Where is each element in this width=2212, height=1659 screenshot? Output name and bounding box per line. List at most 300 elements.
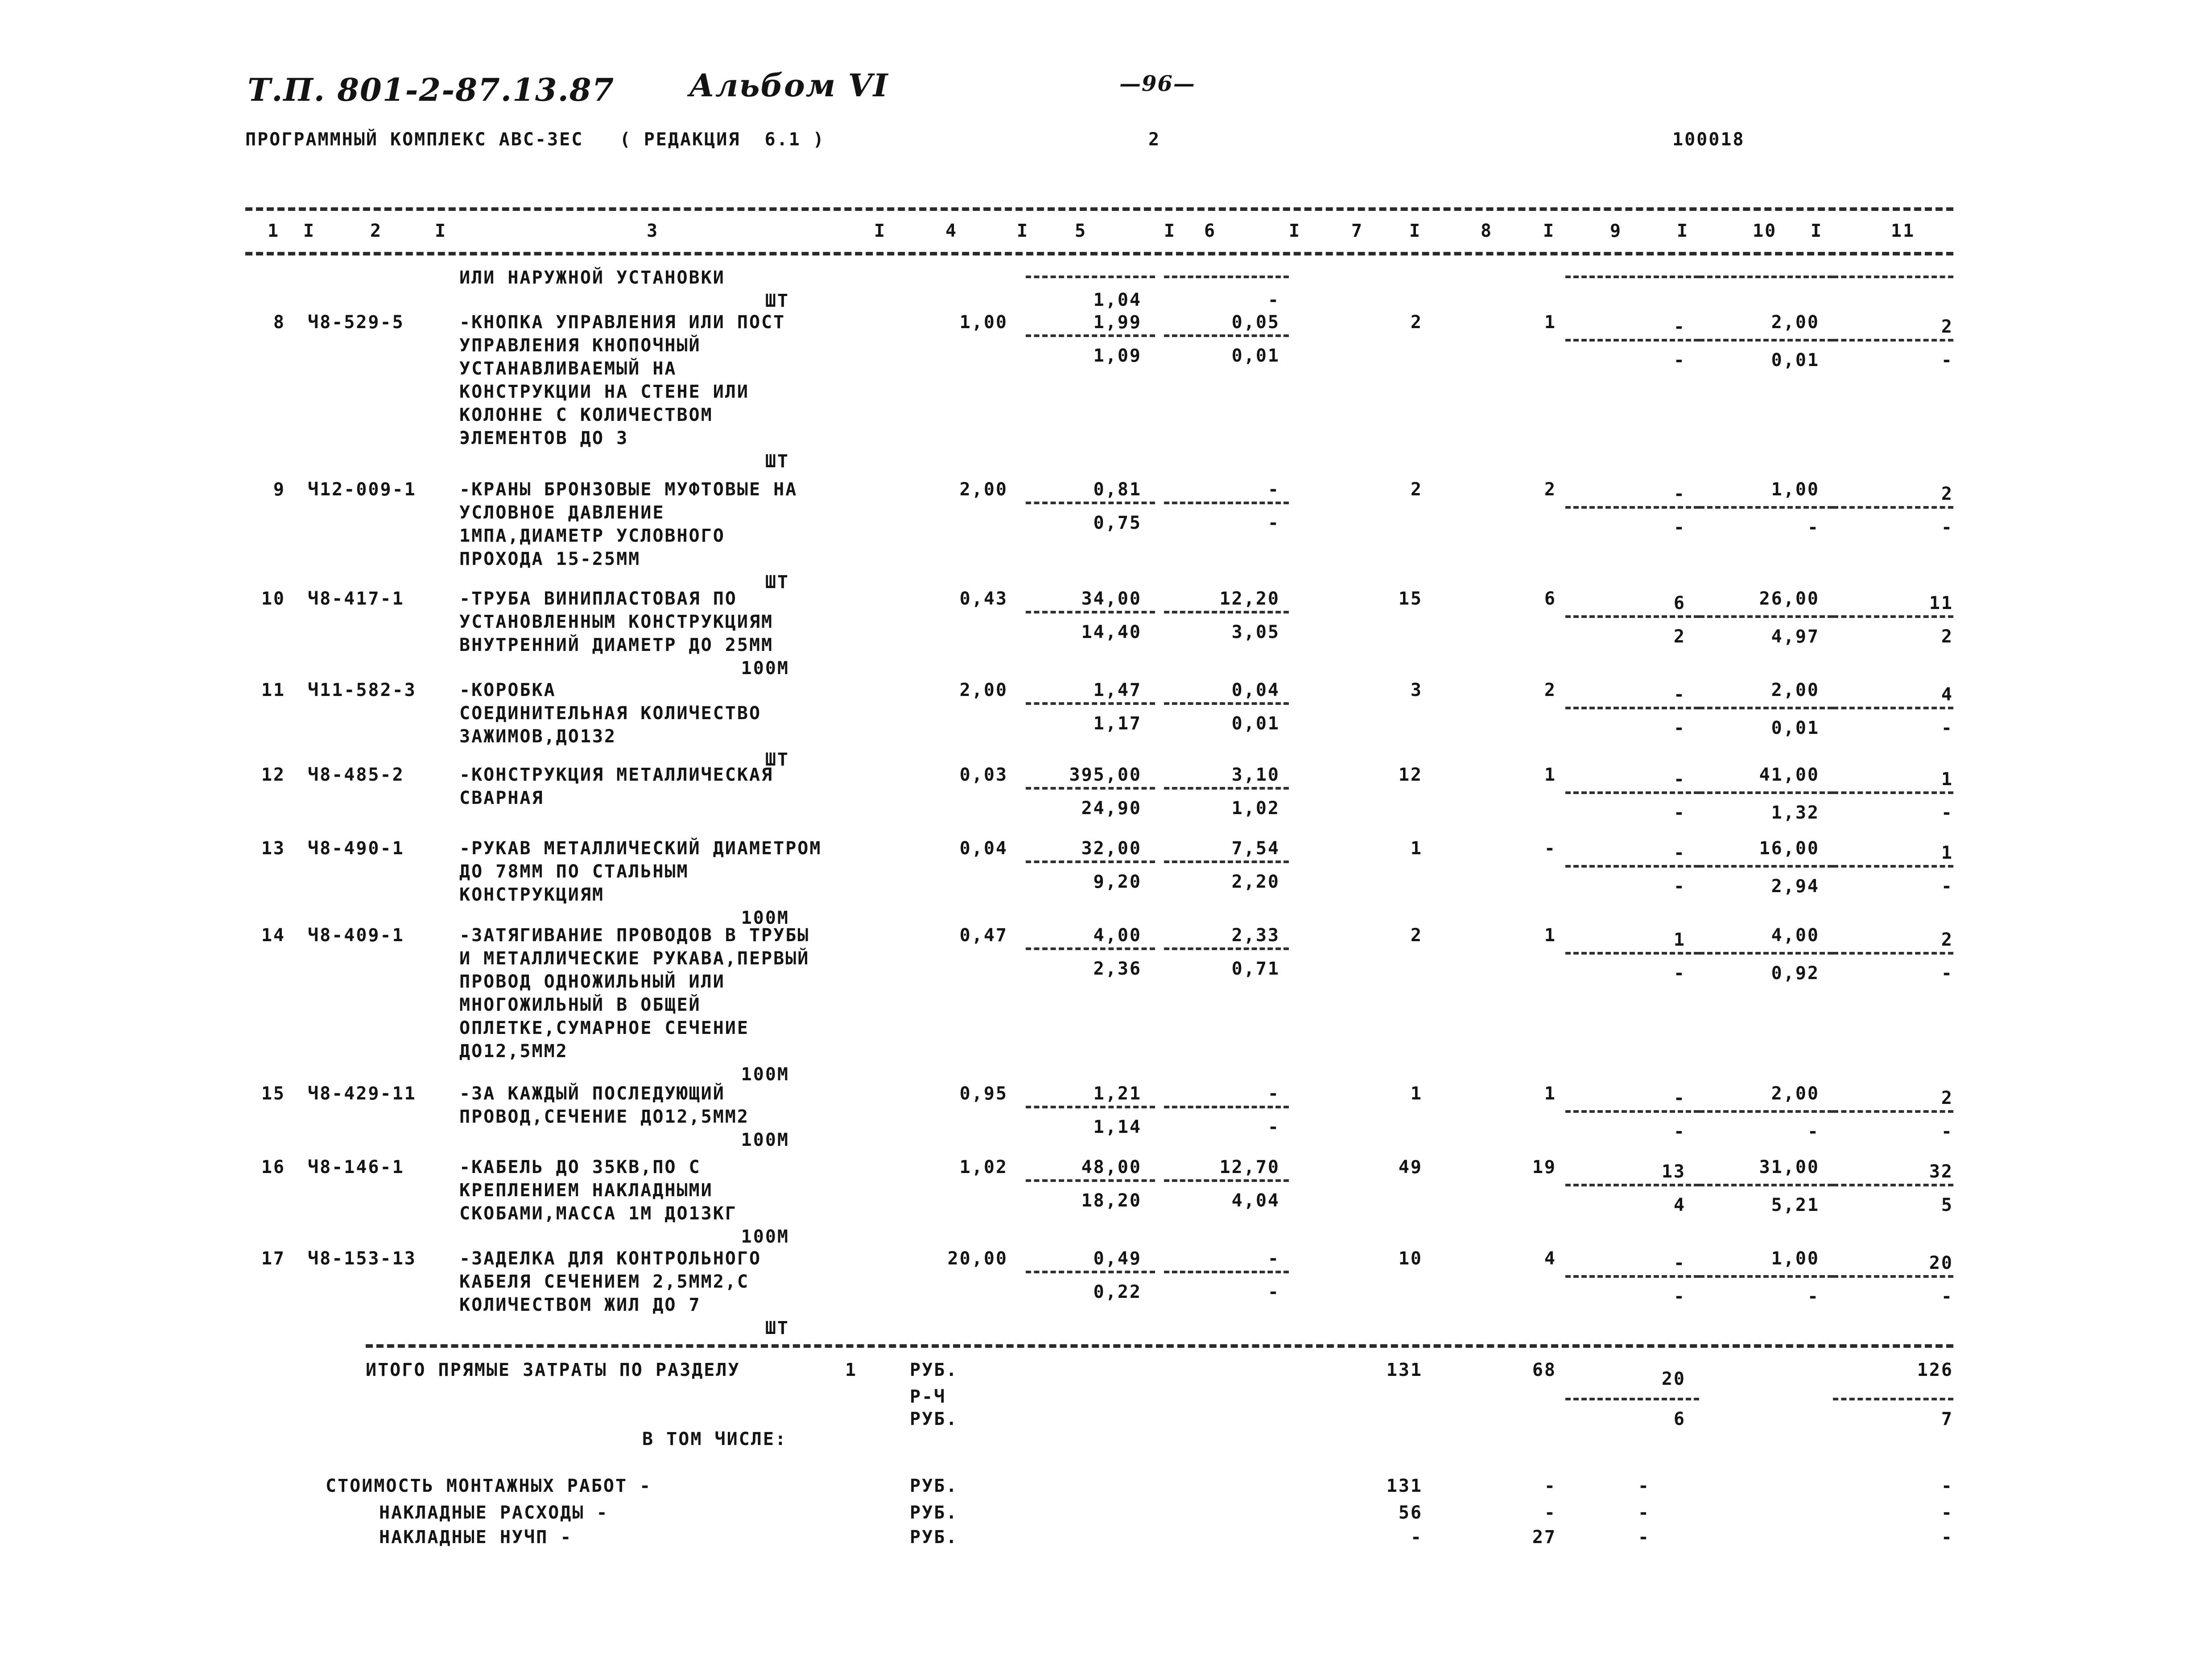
including-label: В ТОМ ЧИСЛЕ: (642, 1429, 787, 1449)
row-col5-lower: 0,22 (1093, 1282, 1142, 1302)
row-number: 16 (261, 1157, 285, 1177)
row-divider-col5 (1026, 276, 1155, 278)
row-unit: 100М (741, 1064, 789, 1085)
row-col10-upper: 41,00 (1759, 765, 1820, 785)
summary-label: НАКЛАДНЫЕ НУЧП - (379, 1527, 573, 1548)
row-divider-col9 (1565, 276, 1699, 278)
row-col9-upper: - (1673, 1088, 1686, 1108)
row-description-line: ДО 78ММ ПО СТАЛЬНЫМ (459, 861, 689, 882)
column-header-1: 1 (268, 221, 280, 241)
row-divider-col11 (1833, 615, 1953, 618)
row-description-line: СОЕДИНИТЕЛЬНАЯ КОЛИЧЕСТВО (459, 703, 762, 724)
row-unit: 100М (741, 1130, 789, 1150)
row-description-line: ПРОВОД,СЕЧЕНИЕ ДО12,5ММ2 (459, 1107, 749, 1127)
row-col5-upper: 395,00 (1069, 765, 1142, 785)
row-col5-lower: 1,14 (1093, 1117, 1142, 1137)
row-col6-upper: - (1267, 1083, 1280, 1104)
row-divider-col6 (1164, 276, 1289, 278)
doc-number: 100018 (1672, 129, 1745, 150)
row-divider-col5 (1026, 334, 1155, 337)
row-divider-col11 (1833, 707, 1953, 709)
row-number: 15 (261, 1083, 285, 1104)
row-divider-col9 (1565, 791, 1699, 794)
row-number: 13 (261, 838, 285, 859)
row-col6-lower: 4,04 (1231, 1190, 1280, 1211)
row-description-line: УСЛОВНОЕ ДАВЛЕНИЕ (459, 502, 665, 523)
row-divider-col11 (1833, 791, 1953, 794)
row-description-line: -КОНСТРУКЦИЯ МЕТАЛЛИЧЕСКАЯ (459, 765, 774, 785)
row-code: Ч8-485-2 (308, 765, 404, 785)
row-col4-quantity: 0,43 (959, 589, 1008, 609)
row-divider-col6 (1164, 947, 1289, 950)
row-divider-col5 (1026, 860, 1155, 863)
summary-label: НАКЛАДНЫЕ РАСХОДЫ - (379, 1503, 609, 1523)
row-divider-col10 (1699, 952, 1833, 955)
row-code: Ч8-529-5 (308, 312, 404, 333)
row-col4-quantity: 2,00 (959, 680, 1008, 700)
column-header-3: 3 (647, 221, 659, 241)
row-col10-lower: 0,01 (1771, 350, 1820, 370)
row-divider-col6 (1164, 787, 1289, 790)
totals-col9b: 6 (1673, 1409, 1686, 1429)
row-col6-lower: - (1267, 1282, 1280, 1302)
row-description-line: ПРОХОДА 15-25ММ (459, 549, 641, 569)
row-col6-lower: 3,05 (1231, 622, 1280, 642)
row-col7: 3 (1410, 680, 1423, 700)
row-col5-lower: 1,04 (1093, 290, 1142, 310)
row-col5-lower: 1,09 (1093, 346, 1142, 366)
summary-label: СТОИМОСТЬ МОНТАЖНЫХ РАБОТ - (326, 1476, 652, 1496)
row-col9-upper: - (1673, 484, 1686, 504)
row-col4-quantity: 2,00 (959, 479, 1008, 500)
row-unit: ШТ (765, 451, 789, 472)
row-col6-upper: 12,20 (1219, 589, 1280, 609)
row-divider-col5 (1026, 1271, 1155, 1273)
row-code: Ч8-409-1 (308, 925, 404, 946)
row-col10-upper: 4,00 (1771, 925, 1820, 946)
row-col6-upper: 0,04 (1231, 680, 1280, 700)
row-divider-col11 (1833, 1184, 1953, 1186)
column-header-10: 10 (1753, 221, 1777, 241)
row-description-line: КОЛОННЕ С КОЛИЧЕСТВОМ (459, 405, 713, 425)
summary-col9: - (1638, 1527, 1650, 1548)
summary-col8: - (1544, 1476, 1556, 1496)
column-separator: I (1017, 221, 1029, 241)
row-col10-upper: 16,00 (1759, 838, 1820, 859)
row-col9-upper: - (1673, 1253, 1686, 1273)
table-header-rule (245, 252, 1953, 255)
row-number: 8 (273, 312, 285, 333)
row-col5-lower: 2,36 (1093, 959, 1142, 979)
row-col10-upper: 31,00 (1759, 1157, 1820, 1177)
totals-rule (366, 1344, 1953, 1348)
row-code: Ч8-146-1 (308, 1157, 404, 1177)
column-header-9: 9 (1610, 221, 1622, 241)
row-col10-upper: 26,00 (1759, 589, 1820, 609)
row-col4-quantity: 0,03 (959, 765, 1008, 785)
row-divider-col6 (1164, 860, 1289, 863)
row-unit: ШТ (765, 749, 789, 770)
row-divider-col6 (1164, 334, 1289, 337)
row-col7: 2 (1410, 925, 1423, 946)
row-col8: 1 (1544, 1083, 1556, 1104)
column-separator: I (874, 221, 887, 241)
row-col5-upper: 1,21 (1093, 1083, 1142, 1104)
row-col9-lower: - (1673, 1121, 1686, 1142)
row-divider-col11 (1833, 1110, 1953, 1113)
row-description-line: ИЛИ НАРУЖНОЙ УСТАНОВКИ (459, 268, 725, 288)
row-col5-upper: 32,00 (1081, 838, 1142, 859)
row-col4-quantity: 1,00 (959, 312, 1008, 333)
column-header-4: 4 (945, 221, 958, 241)
row-col8: 19 (1532, 1157, 1556, 1177)
row-col6-upper: 0,05 (1231, 312, 1280, 333)
row-col11-lower: - (1941, 718, 1953, 738)
totals-col11a: 126 (1917, 1360, 1953, 1380)
row-col10-upper: 2,00 (1771, 312, 1820, 333)
row-divider-col10 (1699, 865, 1833, 868)
row-col5-upper: 34,00 (1081, 589, 1142, 609)
row-col11-upper: 1 (1941, 769, 1953, 790)
row-description-line: УПРАВЛЕНИЯ КНОПОЧНЫЙ (459, 335, 701, 356)
summary-col11: - (1941, 1503, 1953, 1523)
row-col8: 4 (1544, 1248, 1556, 1269)
row-col5-lower: 18,20 (1081, 1190, 1142, 1211)
row-col10-upper: 1,00 (1771, 1248, 1820, 1269)
row-col4-quantity: 1,02 (959, 1157, 1008, 1177)
row-divider-col9 (1565, 615, 1699, 618)
row-description-line: УСТАНОВЛЕННЫМ КОНСТРУКЦИЯМ (459, 612, 774, 632)
row-divider-col11 (1833, 865, 1953, 868)
row-col7: 2 (1410, 312, 1423, 333)
row-col9-upper: - (1673, 684, 1686, 705)
row-description-line: КОНСТРУКЦИИ НА СТЕНЕ ИЛИ (459, 382, 749, 402)
row-divider-col6 (1164, 1179, 1289, 1182)
row-col10-lower: 2,94 (1771, 876, 1820, 897)
row-col9-lower: - (1673, 803, 1686, 823)
row-number: 17 (261, 1248, 285, 1269)
row-divider-col10 (1699, 707, 1833, 709)
totals-label: ИТОГО ПРЯМЫЕ ЗАТРАТЫ ПО РАЗДЕЛУ (366, 1360, 740, 1380)
row-number: 14 (261, 925, 285, 946)
summary-col8: - (1544, 1503, 1556, 1523)
totals-unit-rub: РУБ. (910, 1360, 958, 1380)
row-unit: 100М (741, 908, 789, 928)
row-divider-col9 (1565, 865, 1699, 868)
row-col6-lower: - (1267, 513, 1280, 533)
row-col9-lower: - (1673, 876, 1686, 897)
row-col6-upper: - (1267, 1248, 1280, 1269)
row-col10-lower: 5,21 (1771, 1195, 1820, 1215)
row-description-line: КОЛИЧЕСТВОМ ЖИЛ ДО 7 (459, 1295, 701, 1315)
row-divider-col9 (1565, 707, 1699, 709)
row-col9-lower: - (1673, 963, 1686, 984)
row-col6-lower: 0,01 (1231, 713, 1280, 734)
row-divider-col10 (1699, 1275, 1833, 1278)
summary-col8: 27 (1532, 1527, 1556, 1548)
totals-unit-rub-2: РУБ. (910, 1409, 958, 1429)
row-description-line: СВАРНАЯ (459, 788, 544, 808)
row-number: 9 (273, 479, 285, 500)
row-description-line: ЭЛЕМЕНТОВ ДО 3 (459, 428, 629, 449)
row-col11-upper: 2 (1941, 1088, 1953, 1108)
summary-col9: - (1638, 1476, 1650, 1496)
totals-col8: 68 (1532, 1360, 1556, 1380)
row-divider-col5 (1026, 502, 1155, 504)
row-divider-col11 (1833, 1275, 1953, 1278)
row-col5-lower: 24,90 (1081, 798, 1142, 819)
row-col11-lower: 5 (1941, 1195, 1953, 1215)
row-col8: 1 (1544, 925, 1556, 946)
row-col6-upper: 3,10 (1231, 765, 1280, 785)
column-separator: I (1677, 221, 1689, 241)
row-col9-lower: 4 (1673, 1195, 1686, 1215)
column-header-6: 6 (1204, 221, 1217, 241)
row-divider-col10 (1699, 1110, 1833, 1113)
row-col4-quantity: 0,95 (959, 1083, 1008, 1104)
row-col7: 1 (1410, 1083, 1423, 1104)
row-description-line: -ЗАТЯГИВАНИЕ ПРОВОДОВ В ТРУБЫ (459, 925, 810, 946)
row-divider-col9 (1565, 339, 1699, 342)
row-divider-col11 (1833, 952, 1953, 955)
row-col6-lower: 1,02 (1231, 798, 1280, 819)
row-divider-col9 (1565, 952, 1699, 955)
row-col11-upper: 32 (1929, 1161, 1953, 1182)
row-col6-upper: 2,33 (1231, 925, 1280, 946)
row-col4-quantity: 0,47 (959, 925, 1008, 946)
row-description-line: ВНУТРЕННИЙ ДИАМЕТР ДО 25ММ (459, 635, 774, 655)
row-col10-lower: 0,01 (1771, 718, 1820, 738)
table-top-rule (245, 207, 1953, 211)
row-unit: ШТ (765, 291, 789, 311)
row-number: 12 (261, 765, 285, 785)
row-col6-upper: 12,70 (1219, 1157, 1280, 1177)
summary-col7: 56 (1398, 1503, 1423, 1523)
row-description-line: -РУКАВ МЕТАЛЛИЧЕСКИЙ ДИАМЕТРОМ (459, 838, 822, 859)
row-divider-col9 (1565, 1184, 1699, 1186)
row-col5-upper: 0,81 (1093, 479, 1142, 500)
row-col8: 1 (1544, 312, 1556, 333)
row-col9-upper: 13 (1661, 1161, 1686, 1182)
row-col11-lower: - (1941, 1286, 1953, 1307)
doc-code: Т.П. 801-2-87.13.87 (248, 71, 615, 108)
row-col10-upper: 2,00 (1771, 680, 1820, 700)
row-divider-col9 (1565, 506, 1699, 509)
row-divider-col6 (1164, 1271, 1289, 1273)
row-col6-upper: 7,54 (1231, 838, 1280, 859)
row-col9-lower: - (1673, 1286, 1686, 1307)
row-description-line: -КАБЕЛЬ ДО 35КВ,ПО С (459, 1157, 701, 1177)
row-col11-lower: 2 (1941, 626, 1953, 647)
row-col6-upper: - (1267, 479, 1280, 500)
row-divider-col10 (1699, 339, 1833, 342)
row-divider-col5 (1026, 787, 1155, 790)
row-description-line: -КОРОБКА (459, 680, 556, 700)
album-label: Альбом VI (689, 67, 889, 104)
row-description-line: УСТАНАВЛИВАЕМЫЙ НА (459, 358, 677, 379)
row-col11-lower: - (1941, 876, 1953, 897)
row-description-line: И МЕТАЛЛИЧЕСКИЕ РУКАВА,ПЕРВЫЙ (459, 948, 810, 969)
summary-col9: - (1638, 1503, 1650, 1523)
row-divider-col5 (1026, 702, 1155, 705)
row-divider-col10 (1699, 791, 1833, 794)
row-divider-col5 (1026, 947, 1155, 950)
row-description-line: ЗАЖИМОВ,ДО132 (459, 726, 617, 747)
row-col11-upper: 2 (1941, 484, 1953, 504)
row-number: 11 (261, 680, 285, 700)
program-line: ПРОГРАММНЫЙ КОМПЛЕКС АВС-3ЕС ( РЕДАКЦИЯ 6.1 ) (245, 129, 825, 150)
summary-unit: РУБ. (910, 1476, 958, 1496)
totals-col7: 131 (1386, 1360, 1423, 1380)
column-header-7: 7 (1351, 221, 1364, 241)
row-col5-upper: 1,47 (1093, 680, 1142, 700)
row-col11-upper: 1 (1941, 843, 1953, 863)
column-header-8: 8 (1481, 221, 1493, 241)
row-col10-lower: 1,32 (1771, 803, 1820, 823)
row-divider-col10 (1699, 506, 1833, 509)
row-divider-col11 (1833, 506, 1953, 509)
row-divider-col5 (1026, 1179, 1155, 1182)
row-description-line: СКОБАМИ,МАССА 1М ДО13КГ (459, 1203, 737, 1224)
row-col11-upper: 4 (1941, 684, 1953, 705)
row-col9-upper: 6 (1673, 593, 1686, 613)
row-col9-lower: - (1673, 517, 1686, 538)
row-col10-upper: 1,00 (1771, 479, 1820, 500)
row-description-line: -ТРУБА ВИНИПЛАСТОВАЯ ПО (459, 589, 737, 609)
row-col9-lower: - (1673, 350, 1686, 370)
row-col5-lower: 0,75 (1093, 513, 1142, 533)
page-number: —96— (1119, 71, 1196, 96)
row-col9-upper: 1 (1673, 930, 1686, 950)
row-col10-upper: 2,00 (1771, 1083, 1820, 1104)
totals-col9a: 20 (1661, 1369, 1686, 1389)
row-divider-col5 (1026, 611, 1155, 613)
column-header-11: 11 (1891, 221, 1915, 241)
row-col5-upper: 4,00 (1093, 925, 1142, 946)
row-col5-lower: 9,20 (1093, 872, 1142, 892)
row-col10-lower: - (1807, 1286, 1820, 1307)
row-col6-lower: - (1267, 290, 1280, 310)
row-description-line: ДО12,5ММ2 (459, 1041, 568, 1062)
row-divider-col6 (1164, 1106, 1289, 1108)
row-col8: 2 (1544, 680, 1556, 700)
row-description-line: -КНОПКА УПРАВЛЕНИЯ ИЛИ ПОСТ (459, 312, 786, 333)
row-divider-col10 (1699, 1184, 1833, 1186)
row-col7: 1 (1410, 838, 1423, 859)
row-code: Ч12-009-1 (308, 479, 417, 500)
row-col10-lower: - (1807, 517, 1820, 538)
row-col6-lower: 0,71 (1231, 959, 1280, 979)
row-col10-lower: - (1807, 1121, 1820, 1142)
row-divider-col10 (1699, 615, 1833, 618)
summary-unit: РУБ. (910, 1527, 958, 1548)
row-code: Ч8-417-1 (308, 589, 404, 609)
row-col11-upper: 2 (1941, 930, 1953, 950)
row-description-line: КРЕПЛЕНИЕМ НАКЛАДНЫМИ (459, 1180, 713, 1201)
column-separator: I (1164, 221, 1176, 241)
row-divider-col11 (1833, 339, 1953, 342)
row-col11-lower: - (1941, 1121, 1953, 1142)
row-number: 10 (261, 589, 285, 609)
row-description-line: 1МПА,ДИАМЕТР УСЛОВНОГО (459, 526, 725, 546)
totals-unit-manhours: Р-Ч (910, 1387, 946, 1407)
row-col7: 15 (1398, 589, 1423, 609)
column-separator: I (303, 221, 316, 241)
row-code: Ч8-429-11 (308, 1083, 417, 1104)
row-description-line: ОПЛЕТКЕ,СУМАРНОЕ СЕЧЕНИЕ (459, 1018, 749, 1038)
row-col5-upper: 48,00 (1081, 1157, 1142, 1177)
row-description-line: КОНСТРУКЦИЯМ (459, 885, 604, 905)
row-col11-upper: 11 (1929, 593, 1953, 613)
row-col7: 2 (1410, 479, 1423, 500)
column-separator: I (1409, 221, 1422, 241)
row-col7: 49 (1398, 1157, 1423, 1177)
row-description-line: МНОГОЖИЛЬНЫЙ В ОБЩЕЙ (459, 995, 701, 1015)
totals-col11b: 7 (1941, 1409, 1953, 1429)
row-col7: 10 (1398, 1248, 1423, 1269)
row-description-line: -ЗАДЕЛКА ДЛЯ КОНТРОЛЬНОГО (459, 1248, 762, 1269)
row-col9-lower: 2 (1673, 626, 1686, 647)
summary-col7: - (1410, 1527, 1423, 1548)
totals-section-number: 1 (845, 1360, 858, 1380)
row-divider-col6 (1164, 502, 1289, 504)
row-col6-lower: 2,20 (1231, 872, 1280, 892)
row-col6-lower: - (1267, 1117, 1280, 1137)
row-col9-upper: - (1673, 317, 1686, 337)
row-col5-upper: 1,99 (1093, 312, 1142, 333)
row-unit: ШТ (765, 572, 789, 593)
column-separator: I (1543, 221, 1556, 241)
row-col11-upper: 20 (1929, 1253, 1953, 1273)
row-divider-col9 (1565, 1110, 1699, 1113)
row-description-line: -КРАНЫ БРОНЗОВЫЕ МУФТОВЫЕ НА (459, 479, 798, 500)
row-col4-quantity: 0,04 (959, 838, 1008, 859)
row-divider-col10 (1699, 276, 1833, 278)
summary-col11: - (1941, 1527, 1953, 1548)
row-divider-col6 (1164, 611, 1289, 613)
row-description-line: -ЗА КАЖДЫЙ ПОСЛЕДУЮЩИЙ (459, 1083, 725, 1104)
totals-divider-9 (1565, 1398, 1699, 1400)
row-divider-col11 (1833, 276, 1953, 278)
row-col11-lower: - (1941, 350, 1953, 370)
row-description-line: ПРОВОД ОДНОЖИЛЬНЫЙ ИЛИ (459, 972, 725, 992)
column-separator: I (1811, 221, 1823, 241)
row-col9-lower: - (1673, 718, 1686, 738)
row-divider-col5 (1026, 1106, 1155, 1108)
row-unit: ШТ (765, 1318, 789, 1338)
totals-divider-11 (1833, 1398, 1953, 1400)
row-description-line: КАБЕЛЯ СЕЧЕНИЕМ 2,5ММ2,С (459, 1272, 749, 1292)
summary-unit: РУБ. (910, 1503, 958, 1523)
row-col4-quantity: 20,00 (947, 1248, 1008, 1269)
summary-col11: - (1941, 1476, 1953, 1496)
column-header-2: 2 (370, 221, 383, 241)
row-code: Ч11-582-3 (308, 680, 417, 700)
row-divider-col6 (1164, 702, 1289, 705)
row-col11-lower: - (1941, 517, 1953, 538)
column-header-5: 5 (1075, 221, 1087, 241)
row-col11-lower: - (1941, 963, 1953, 984)
row-code: Ч8-153-13 (308, 1248, 417, 1269)
column-separator: I (1289, 221, 1301, 241)
row-unit: 100М (741, 1227, 789, 1247)
row-col5-upper: 0,49 (1093, 1248, 1142, 1269)
row-col8: 1 (1544, 765, 1556, 785)
row-col5-lower: 1,17 (1093, 713, 1142, 734)
row-col8: - (1544, 838, 1556, 859)
sheet-number: 2 (1148, 129, 1161, 150)
row-col10-lower: 4,97 (1771, 626, 1820, 647)
